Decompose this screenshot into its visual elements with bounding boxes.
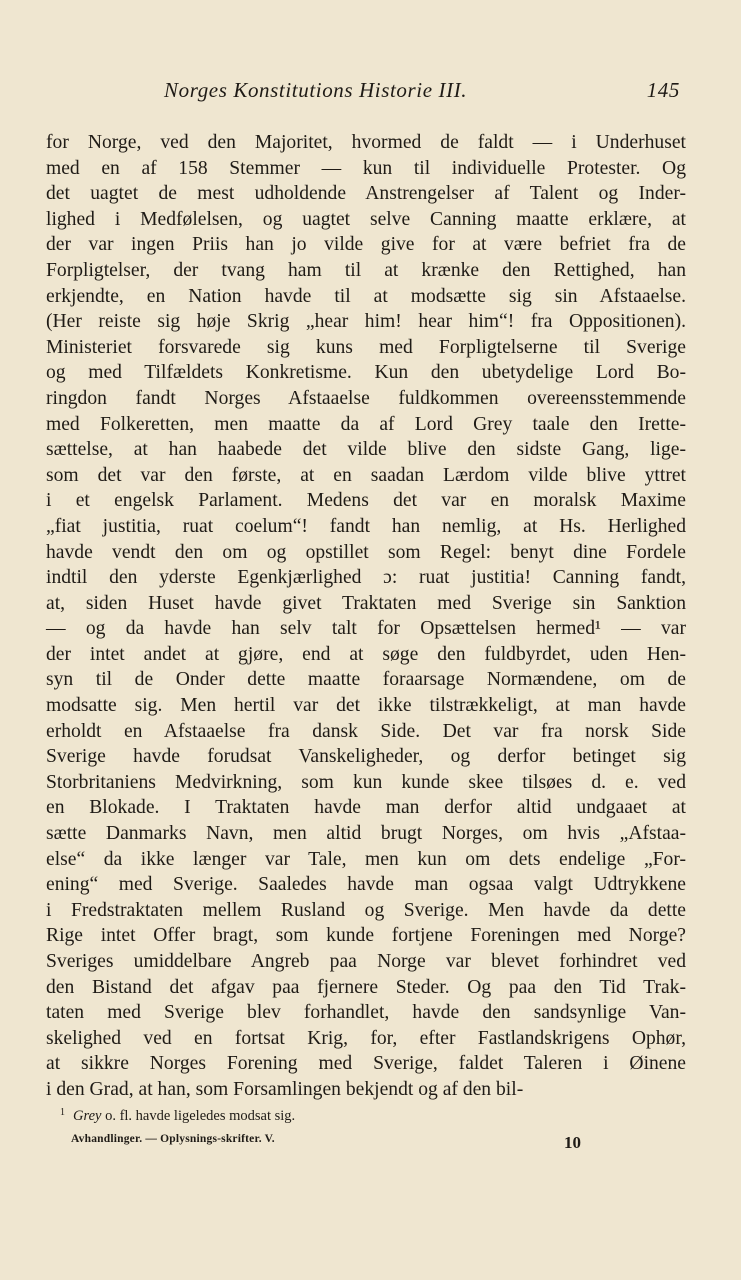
body-line: det uagtet de mest udholdende Anstrengelser af Talent og Inder-: [46, 183, 686, 205]
body-line: at sikkre Norges Forening med Sverige, faldet Taleren i Øinene: [46, 1053, 686, 1075]
body-line: og med Tilfældets Konkretisme. Kun den ubetydelige Lord Bo-: [46, 362, 686, 384]
body-line: der var ingen Priis han jo vilde give for at være befriet fra de: [46, 234, 686, 256]
body-line: skelighed ved en fortsat Krig, for, efter Fastlandskrigens Ophør,: [46, 1027, 686, 1049]
body-line: ringdon fandt Norges Afstaaelse fuldkommen overeensstemmende: [46, 387, 686, 409]
footnote-marker: 1: [60, 1107, 65, 1118]
body-line: at, siden Huset havde givet Traktaten med Sverige sin Sanktion: [46, 592, 686, 614]
body-line: — og da havde han selv talt for Opsættelsen hermed¹ — var: [46, 618, 686, 640]
body-line: lighed i Medfølelsen, og uagtet selve Canning maatte erklære, at: [46, 208, 686, 230]
body-line: indtil den yderste Egenkjærlighed ɔ: ruat justitia! Canning fandt,: [46, 567, 686, 589]
body-line: Forpligtelser, der tvang ham til at krænke den Rettighed, han: [46, 259, 686, 281]
body-line: der intet andet at gjøre, end at søge den fuldbyrdet, uden Hen-: [46, 643, 686, 665]
body-line: for Norge, ved den Majoritet, hvormed de faldt — i Underhuset: [46, 132, 686, 153]
body-line: som det var den første, at en saadan Lærdom vilde blive yttret: [46, 464, 686, 486]
body-text: [46, 130, 686, 1103]
footnote: [60, 1107, 680, 1125]
body-line: havde vendt den om og opstillet som Regel: benyt dine Fordele: [46, 541, 686, 563]
body-line: syn til de Onder dette maatte foraarsage Normændene, om de: [46, 669, 686, 691]
body-line: Sveriges umiddelbare Angreb paa Norge var blevet forhindret ved: [46, 951, 686, 972]
running-title: Norges Konstitutions Historie III.: [164, 78, 468, 102]
body-line: Rige intet Offer bragt, som kunde fortjene Foreningen med Norge?: [46, 925, 686, 947]
body-line: Storbritaniens Medvirkning, som kun kunde skee tilsøes d. e. ved: [46, 771, 686, 793]
body-line: ening“ med Sverige. Saaledes havde man ogsaa valgt Udtrykkene: [46, 874, 686, 896]
body-line: Sverige havde forudsat Vanskeligheder, og derfor betinget sig: [46, 746, 686, 768]
body-line: erkjendte, en Nation havde til at modsætte sig sin Afstaaelse.: [46, 285, 686, 307]
body-line: sætte Danmarks Navn, men altid brugt Norges, om hvis „Afstaa-: [46, 823, 686, 845]
sheet-number: 10: [564, 1133, 581, 1152]
body-line: else“ da ikke længer var Tale, men kun om dets endelige „For-: [46, 848, 686, 870]
body-line: (Her reiste sig høje Skrig „hear him! hear him“! fra Oppositionen).: [46, 311, 686, 333]
body-line: modsatte sig. Men hertil var det ikke tilstrækkeligt, at man havde: [46, 695, 686, 717]
body-line: en Blokade. I Traktaten havde man derfor altid undgaaet at: [46, 797, 686, 819]
body-line: taten med Sverige blev forhandlet, havde den sandsynlige Van-: [46, 1002, 686, 1024]
body-line: den Bistand det afgav paa fjernere Steder. Og paa den Tid Trak-: [46, 976, 686, 998]
signature-line: Avhandlinger. — Oplysnings-skrifter. V.: [71, 1133, 275, 1145]
footnote-text: o. fl. havde ligeledes modsat sig.: [105, 1108, 296, 1124]
body-line: sættelse, at han haabede det vilde blive den sidste Gang, lige-: [46, 439, 686, 461]
body-line: „fiat justitia, ruat coelum“! fandt han nemlig, at Hs. Herlighed: [46, 515, 686, 537]
running-header: [46, 78, 684, 108]
body-line: i den Grad, at han, som Forsamlingen bekjendt og af den bil-: [46, 1078, 524, 1100]
page-number: 145: [646, 78, 680, 102]
body-line: med Folkeretten, men maatte da af Lord Grey taale den Irette-: [46, 413, 686, 435]
body-line: Ministeriet forsvarede sig kuns med Forpligtelserne til Sverige: [46, 336, 686, 358]
body-line: med en af 158 Stemmer — kun til individuelle Protester. Og: [46, 157, 686, 179]
body-line: i et engelsk Parlament. Medens det var en moralsk Maxime: [46, 490, 686, 512]
body-line: erholdt en Afstaaelse fra dansk Side. Det var fra norsk Side: [46, 720, 686, 742]
body-line: i Fredstraktaten mellem Rusland og Sverige. Men havde da dette: [46, 899, 686, 921]
footnote-name: Grey: [73, 1108, 102, 1124]
